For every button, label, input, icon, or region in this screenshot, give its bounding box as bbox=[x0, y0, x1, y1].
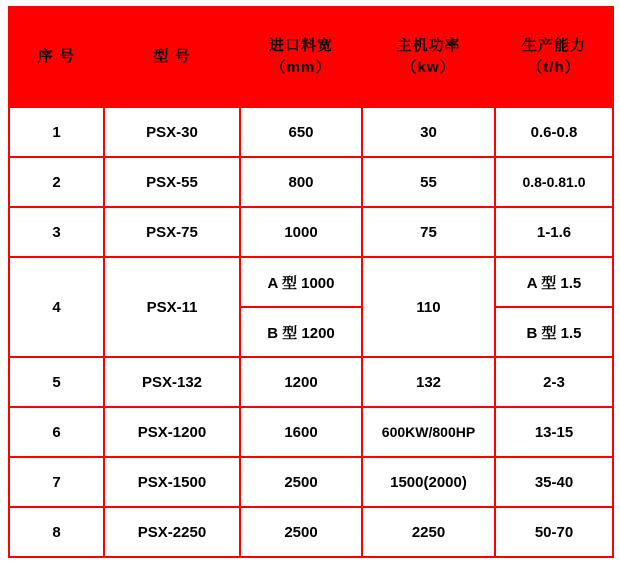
cell-capacity: 1-1.6 bbox=[495, 207, 613, 257]
cell-serial: 6 bbox=[9, 407, 104, 457]
header-line-2: （t/h） bbox=[527, 59, 581, 76]
cell-serial: 1 bbox=[9, 107, 104, 157]
cell-main-power: 600KW/800HP bbox=[362, 407, 495, 457]
cell-model: PSX-11 bbox=[104, 257, 240, 357]
header-line-1: 型 号 bbox=[153, 47, 191, 65]
column-header-main-power bbox=[362, 7, 495, 107]
cell-serial: 7 bbox=[9, 457, 104, 507]
cell-main-power: 30 bbox=[362, 107, 495, 157]
cell-inlet-width: 2500 bbox=[240, 507, 362, 557]
specification-table bbox=[8, 6, 614, 558]
cell-main-power: 1500(2000) bbox=[362, 457, 495, 507]
cell-inlet-width: 1000 bbox=[240, 207, 362, 257]
column-header-serial bbox=[9, 7, 104, 107]
cell-model: PSX-30 bbox=[104, 107, 240, 157]
table-row bbox=[9, 357, 613, 407]
cell-inlet-width: 800 bbox=[240, 157, 362, 207]
cell-inlet-width-b: B 型 1200 bbox=[240, 307, 362, 357]
cell-model: PSX-2250 bbox=[104, 507, 240, 557]
cell-capacity: 2-3 bbox=[495, 357, 613, 407]
header-row bbox=[9, 7, 613, 107]
table-row bbox=[9, 507, 613, 557]
cell-model: PSX-55 bbox=[104, 157, 240, 207]
cell-model: PSX-75 bbox=[104, 207, 240, 257]
cell-inlet-width: 1600 bbox=[240, 407, 362, 457]
cell-capacity: 0.8-0.81.0 bbox=[495, 157, 613, 207]
cell-inlet-width: 2500 bbox=[240, 457, 362, 507]
header-line-1: 序 号 bbox=[37, 47, 76, 65]
cell-main-power: 55 bbox=[362, 157, 495, 207]
cell-capacity: 35-40 bbox=[495, 457, 613, 507]
column-header-model bbox=[104, 7, 240, 107]
cell-serial: 3 bbox=[9, 207, 104, 257]
cell-inlet-width: 650 bbox=[240, 107, 362, 157]
table-body bbox=[9, 107, 613, 557]
cell-capacity-b: B 型 1.5 bbox=[495, 307, 613, 357]
header-line-1: 进口料宽 bbox=[268, 36, 333, 54]
table-row bbox=[9, 157, 613, 207]
cell-capacity: 13-15 bbox=[495, 407, 613, 457]
cell-main-power: 2250 bbox=[362, 507, 495, 557]
cell-capacity: 0.6-0.8 bbox=[495, 107, 613, 157]
header-line-1: 主机功率 bbox=[396, 36, 461, 54]
cell-main-power: 110 bbox=[362, 257, 495, 357]
header-line-1: 生产能力 bbox=[521, 36, 586, 54]
header-line-2: （mm） bbox=[270, 59, 332, 76]
column-header-inlet-width bbox=[240, 7, 362, 107]
table-row bbox=[9, 457, 613, 507]
cell-capacity: 50-70 bbox=[495, 507, 613, 557]
cell-serial: 5 bbox=[9, 357, 104, 407]
table-row bbox=[9, 107, 613, 157]
cell-serial: 8 bbox=[9, 507, 104, 557]
cell-capacity-a: A 型 1.5 bbox=[495, 257, 613, 307]
table-row bbox=[9, 207, 613, 257]
table-row bbox=[9, 407, 613, 457]
cell-main-power: 132 bbox=[362, 357, 495, 407]
cell-serial: 4 bbox=[9, 257, 104, 357]
table-row bbox=[9, 257, 613, 307]
cell-model: PSX-132 bbox=[104, 357, 240, 407]
cell-inlet-width-a: A 型 1000 bbox=[240, 257, 362, 307]
cell-model: PSX-1200 bbox=[104, 407, 240, 457]
cell-inlet-width: 1200 bbox=[240, 357, 362, 407]
cell-serial: 2 bbox=[9, 157, 104, 207]
table-header bbox=[9, 7, 613, 107]
cell-model: PSX-1500 bbox=[104, 457, 240, 507]
cell-main-power: 75 bbox=[362, 207, 495, 257]
column-header-capacity bbox=[495, 7, 613, 107]
header-line-2: （kw） bbox=[401, 59, 456, 76]
